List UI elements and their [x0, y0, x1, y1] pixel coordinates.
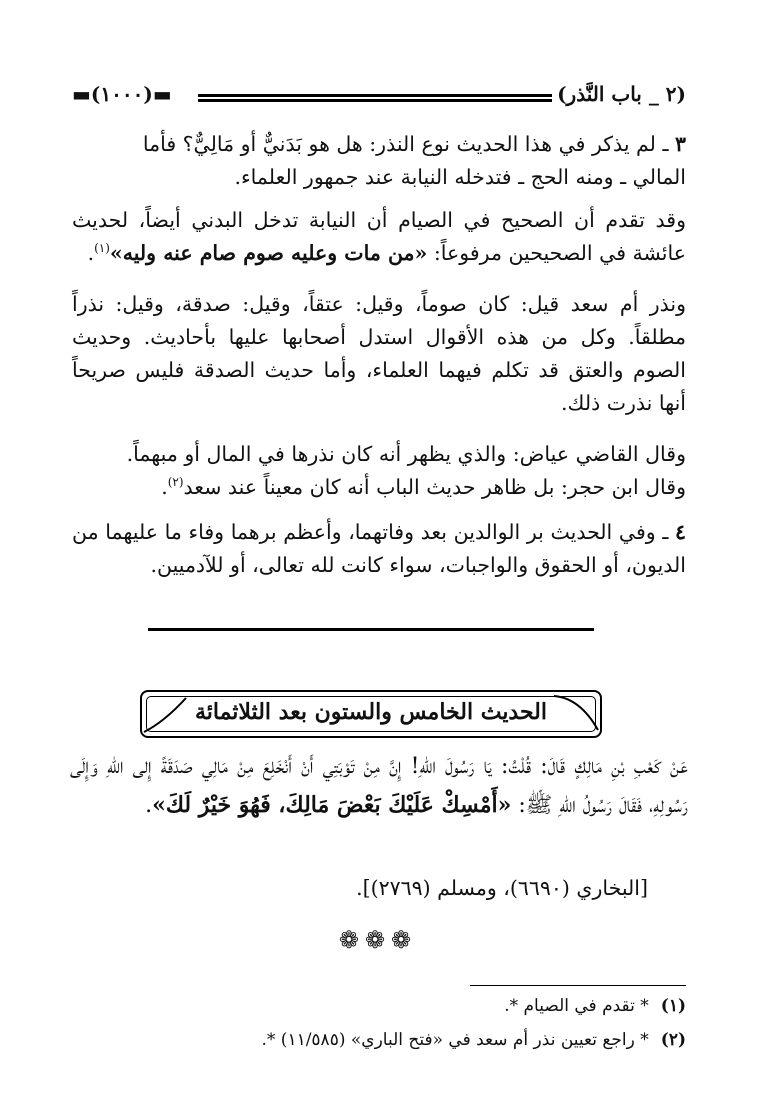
footnote-ref[interactable]: (١)	[94, 241, 110, 256]
hadith-title-box	[140, 690, 602, 738]
source-reference: [البخاري (٦٦٩٠)، ومسلم (٢٧٦٩)].	[356, 876, 648, 900]
point-3-line-2: المالي ـ ومنه الحج ـ فتدخله النيابة عند جمهور العلماء.	[234, 165, 686, 189]
paragraph-iyad	[72, 438, 686, 504]
running-header	[72, 82, 686, 112]
footnote-number: (١)	[660, 996, 686, 1016]
point-number: ٤	[674, 520, 686, 544]
footnote-1	[504, 996, 686, 1016]
decorative-stars-icon: ❁❁❁	[338, 926, 418, 954]
prophet-saying: «أَمْسِكْ عَلَيْكَ بَعْضَ مَالِكَ، فَهُوَ خَيْرٌ لَكَ»	[152, 792, 512, 818]
section-divider	[148, 628, 594, 631]
iyad-line: وقال القاضي عياض: والذي يظهر أنه كان نذرها في المال أو مبهماً.	[126, 442, 686, 466]
point-3-line-1: ـ لم يذكر في هذا الحديث نوع النذر: هل هو بَدَنيٌّ أو مَالِيٌّ؟ فأما	[142, 132, 669, 156]
point-3	[72, 128, 686, 194]
footnote-ref[interactable]: (٢)	[167, 475, 184, 490]
paragraph-text: وقد تقدم أن الصحيح في الصيام أن النيابة تدخل البدني أيضاً، لحديث عائشة في الصحيحين مرفوعاً:	[72, 208, 686, 265]
footnote-text: * تقدم في الصيام *.	[504, 996, 649, 1016]
hadith-quote: «من مات وعليه صوم صام عنه وليه»	[109, 241, 428, 265]
point-4-text: ـ وفي الحديث بر الوالدين بعد وفاتهما، وأعظم برهما وفاء ما عليهما من الديون، أو الحقوق والواجبات، سواء كانت لله تعالى، أو للآدميين.	[72, 520, 686, 577]
hadith-narration: عَنْ كَعْبِ بْنِ مَالِكٍ قَالَ: قُلْتُ: يَا رَسُولَ اللهِ! إِنَّ مِنْ تَوْبَتِي أَنْ أَنْخَلِعَ مِنْ مَالِي صَدَقَةً إِلى اللهِ وَإِلَى رَسُولِهِ، فَقَالَ رَسُولُ اللهِ ﷺ:	[70, 754, 688, 818]
ibn-hajar-line: وقال ابن حجر: بل ظاهر حديث الباب أنه كان معيناً عند سعد	[183, 475, 686, 499]
header-rule	[198, 94, 552, 102]
footnote-rule	[470, 985, 686, 986]
footnote-number: (٢)	[660, 1030, 686, 1050]
period: .	[161, 475, 168, 499]
paragraph-umm-saad	[72, 288, 686, 420]
period: .	[145, 793, 153, 818]
paragraph-text: ونذر أم سعد قيل: كان صوماً، وقيل: عتقاً، وقيل: صدقة، وقيل: نذراً مطلقاً. وكل من هذه الأقوال استدل أصحابها عليها بأحاديث. وحديث الصوم والعتق قد تكلم فيهما العلماء، وأما حديث الصدقة فليس صريحاً أنها نذرت ذلك.	[72, 292, 686, 415]
point-4	[72, 516, 686, 582]
footnote-text: * راجع تعيين نذر أم سعد في «فتح الباري» (١١/٥٨٥) *.	[261, 1030, 649, 1050]
paragraph-sahih	[72, 204, 686, 270]
point-number: ٣	[674, 132, 686, 156]
hadith-title: الحديث الخامس والستون بعد الثلاثمائة	[194, 699, 548, 725]
period: .	[87, 241, 95, 265]
chapter-title: (٢ _ باب النَّذر)	[557, 82, 686, 106]
footnote-2	[261, 1030, 686, 1050]
hadith-text	[70, 748, 688, 825]
page-number: ▬(١٠٠٠)▬	[72, 82, 172, 106]
